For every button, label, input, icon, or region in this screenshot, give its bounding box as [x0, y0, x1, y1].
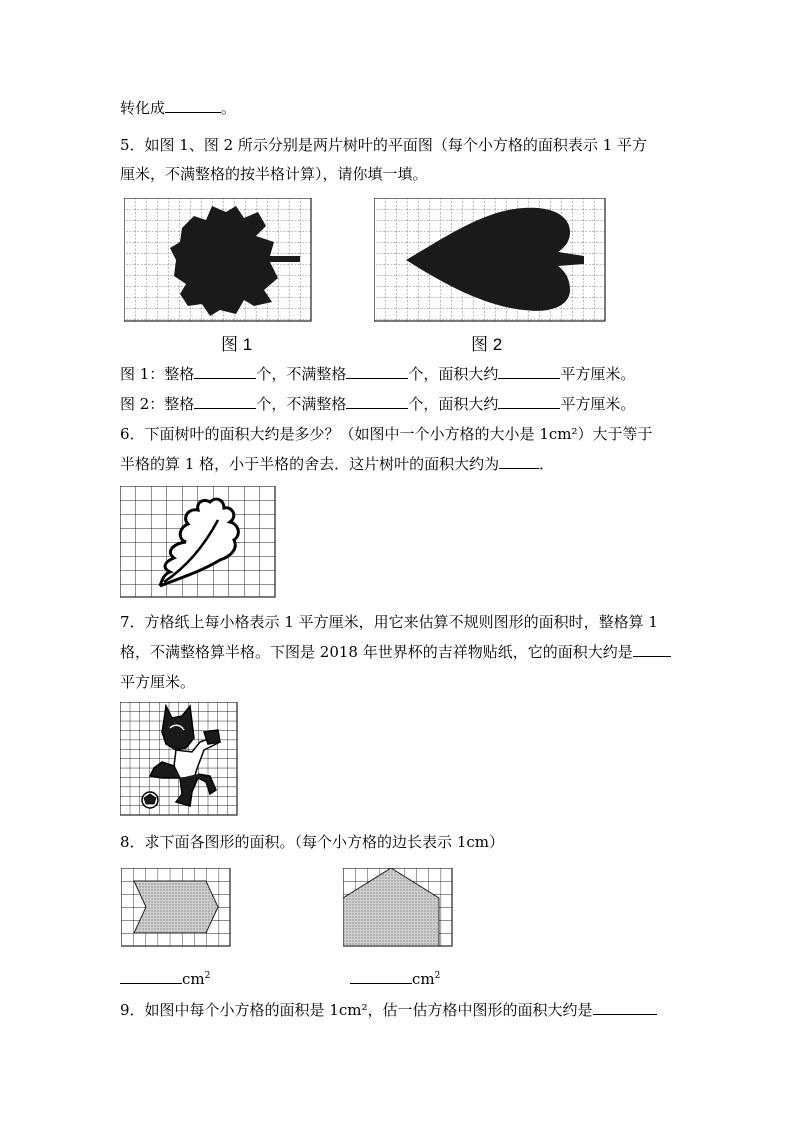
q6-line-2-text: 半格的算 1 格，小于半格的舍去．这片树叶的面积大约为 [120, 455, 500, 473]
q4-tail-line [120, 98, 236, 118]
q5-fig2-whole-blank[interactable] [194, 394, 256, 409]
q7-line-3: 平方厘米。 [120, 673, 196, 691]
q8-right-unit: cm [412, 970, 435, 988]
q5-figure-2-leaf-grid [374, 198, 606, 322]
q8-figure-left-grid [121, 868, 231, 947]
q7-mascot-grid [120, 702, 238, 816]
chevron-shape [134, 881, 218, 933]
q6-line-1: 6．下面树叶的面积大约是多少？（如图中一个小方格的大小是 1cm²）大于等于 [120, 425, 653, 443]
q5-fig1-seg4: 平方厘米。 [560, 365, 636, 383]
q5-fig1-label: 图 1：整格 [120, 365, 195, 383]
q7-answer-blank[interactable] [633, 642, 671, 657]
q8-left-unit: cm [182, 970, 205, 988]
q5-figure-1-leaf-grid [124, 198, 312, 322]
q5-fig2-partial-blank[interactable] [346, 394, 408, 409]
q4-end-text: 。 [221, 99, 237, 117]
q8-left-unit-sup: 2 [204, 971, 211, 981]
q5-fig2-seg2: 个，不满整格 [256, 395, 347, 413]
q5-fig2-seg4: 平方厘米。 [560, 395, 636, 413]
q9-answer-blank[interactable] [593, 1000, 657, 1015]
q8-figure-right-grid [343, 868, 453, 947]
q9-line-1 [120, 1000, 657, 1020]
q5-fig2-area-blank[interactable] [498, 394, 560, 409]
q5-fig2-answer-row [120, 394, 635, 414]
q5-fig2-label: 图 2：整格 [120, 395, 195, 413]
q8-line-1: 8．求下面各图形的面积。（每个小方格的边长表示 1cm） [120, 833, 504, 851]
q5-line-2: 厘米，不满整格的按半格计算），请你填一填。 [120, 165, 428, 183]
q6-line-2-end: ． [539, 455, 555, 473]
q5-fig1-area-blank[interactable] [498, 364, 560, 379]
q5-fig1-partial-blank[interactable] [346, 364, 408, 379]
q5-fig2-seg3: 个，面积大约 [408, 395, 499, 413]
q6-leaf-grid [120, 486, 276, 598]
q7-line-1: 7．方格纸上每小格表示 1 平方厘米，用它来估算不规则图形的面积时，整格算 1 [120, 613, 658, 631]
q7-line-2-text: 格，不满整格算半格。下图是 2018 年世界杯的吉祥物贴纸，它的面积大约是 [120, 643, 633, 661]
q4-tail-text: 转化成 [120, 99, 166, 117]
q8-left-answer [120, 966, 210, 989]
q8-right-answer [350, 966, 440, 989]
q8-left-answer-blank[interactable] [120, 969, 182, 984]
q7-line-2 [120, 642, 671, 662]
q5-fig1-seg2: 个，不满整格 [256, 365, 347, 383]
q5-fig1-whole-blank[interactable] [194, 364, 256, 379]
q9-line-1-text: 9．如图中每个小方格的面积是 1cm²，估一估方格中图形的面积大约是 [120, 1001, 593, 1019]
q5-fig1-answer-row [120, 364, 635, 384]
q6-line-2 [120, 454, 554, 474]
q8-right-answer-blank[interactable] [350, 969, 412, 984]
q4-answer-blank[interactable] [165, 98, 221, 113]
q5-figure-2-caption: 图 2 [471, 335, 503, 354]
q5-fig1-seg3: 个，面积大约 [408, 365, 499, 383]
q8-right-unit-sup: 2 [434, 971, 441, 981]
q6-answer-blank[interactable] [499, 454, 539, 469]
q5-figure-1-caption: 图 1 [221, 335, 253, 354]
q5-line-1: 5．如图 1、图 2 所示分别是两片树叶的平面图（每个小方格的面积表示 1 平方 [120, 136, 648, 154]
